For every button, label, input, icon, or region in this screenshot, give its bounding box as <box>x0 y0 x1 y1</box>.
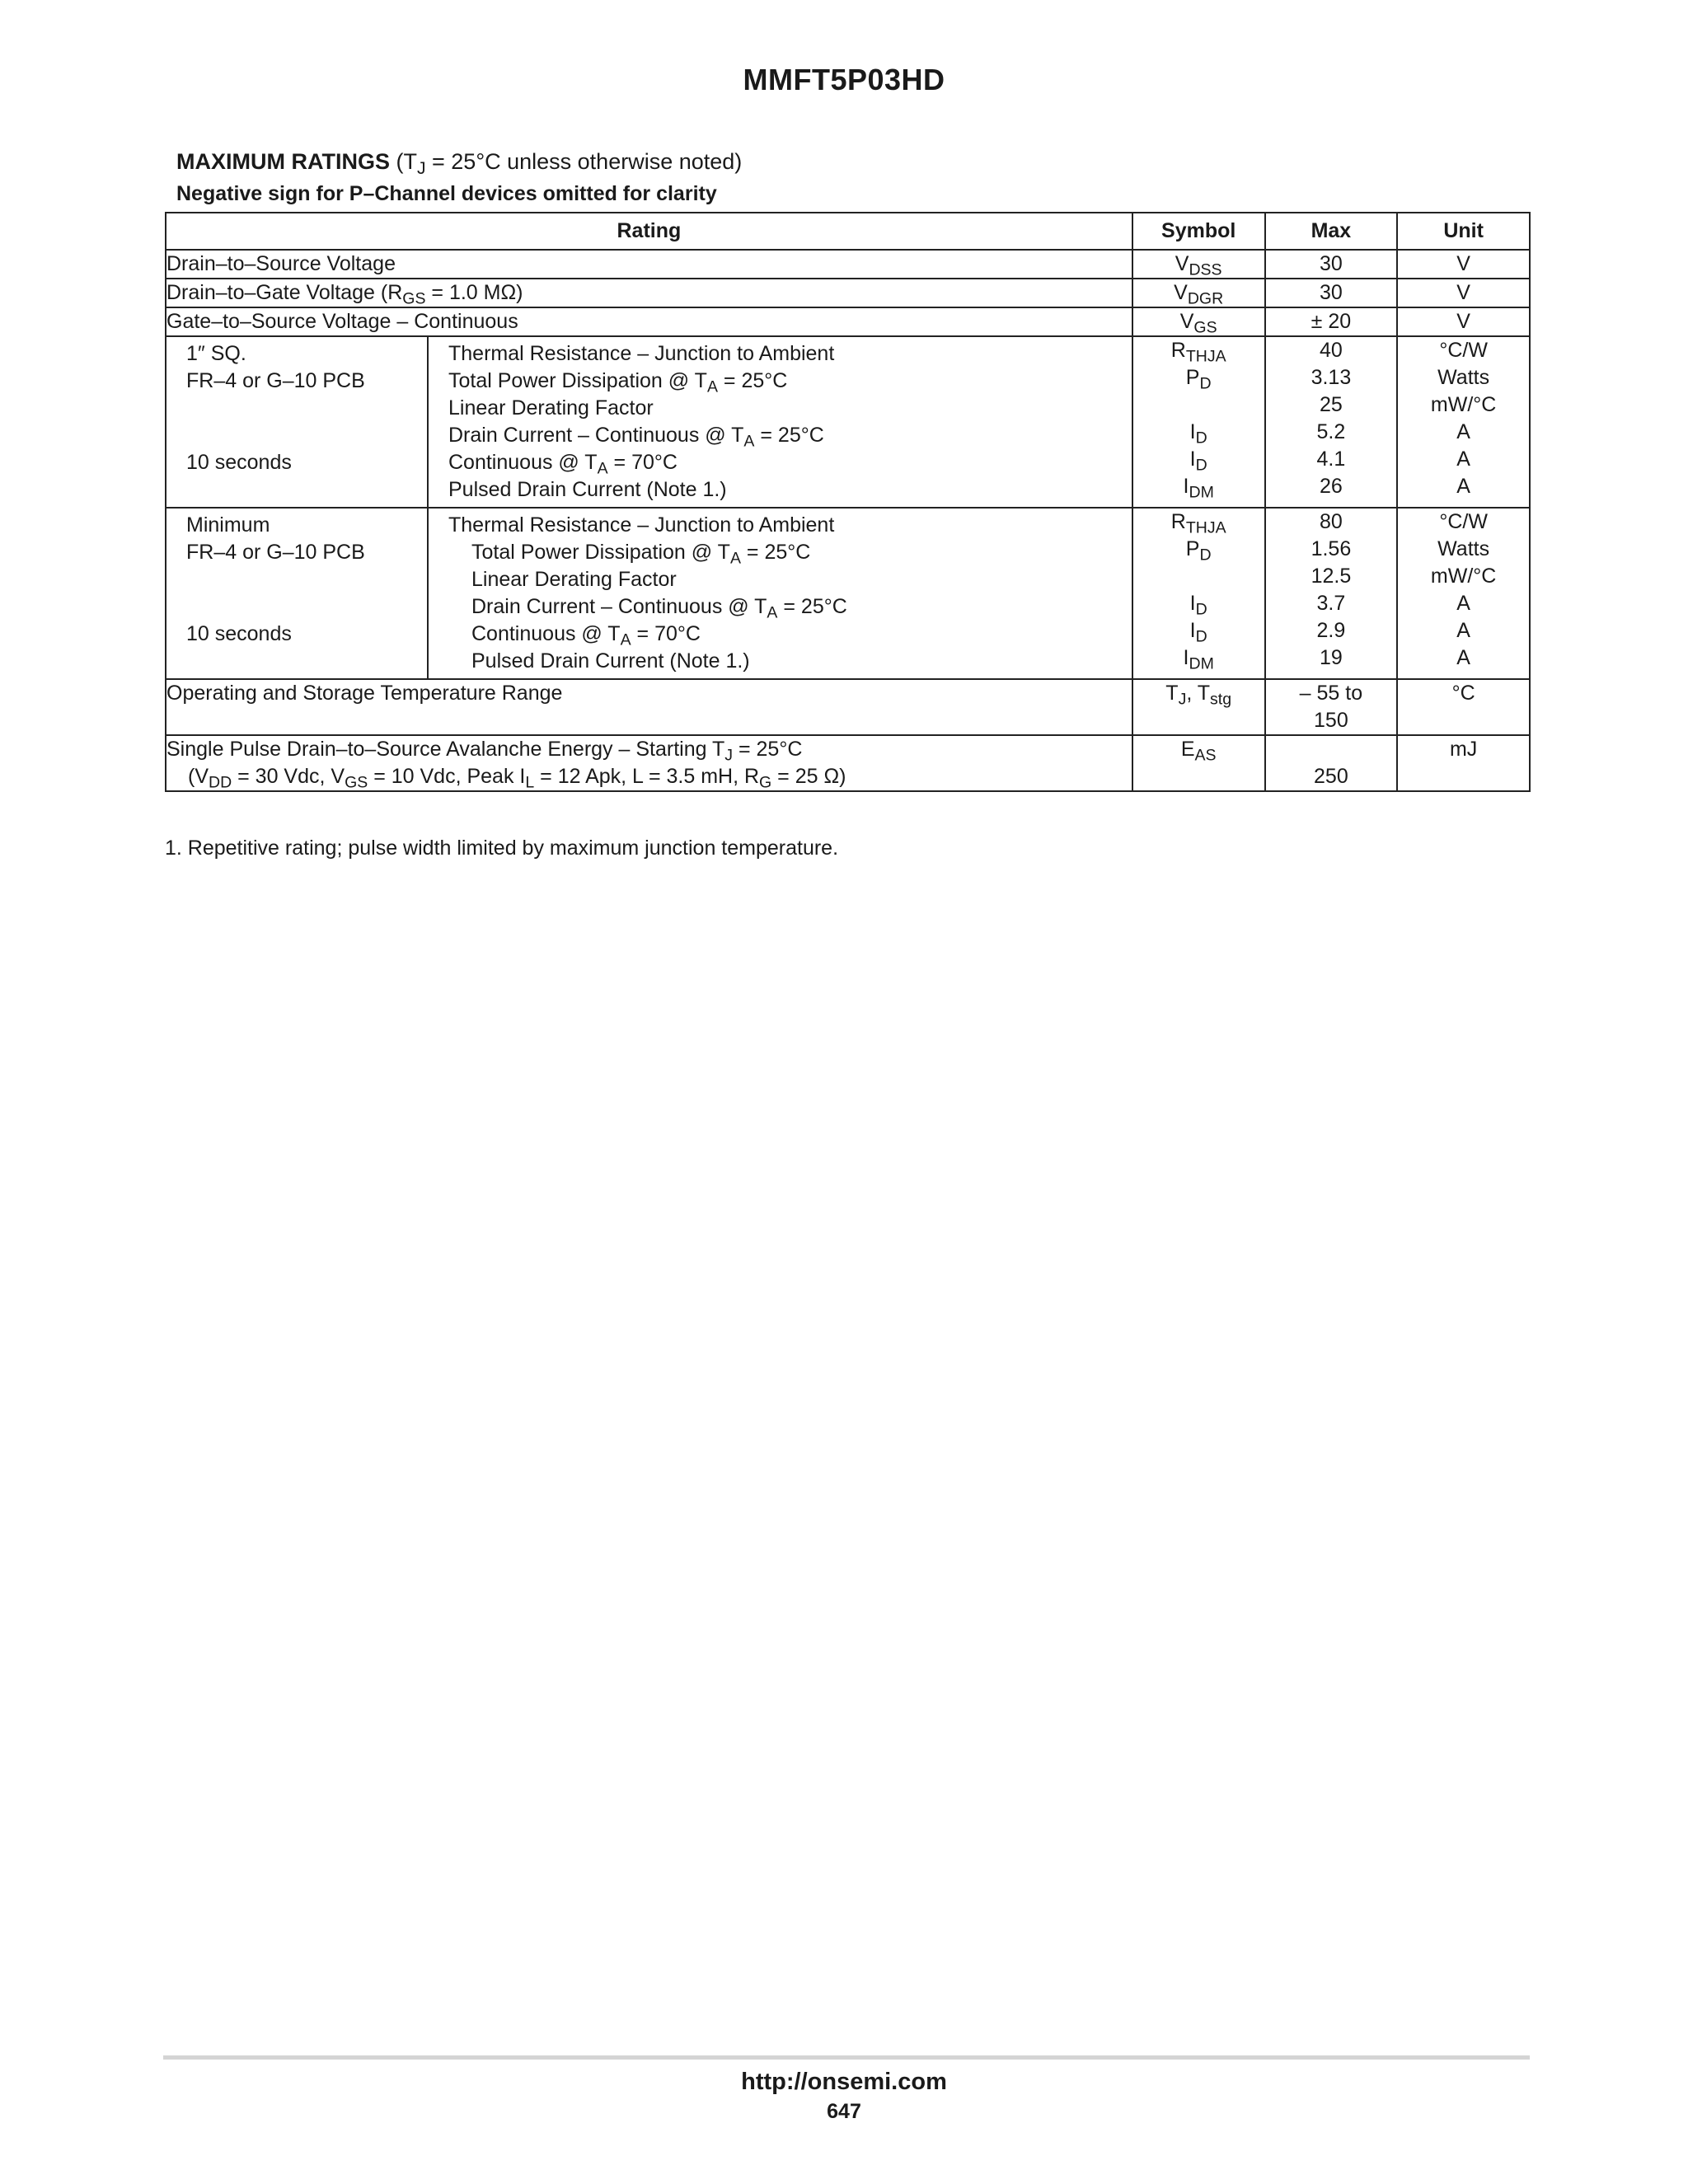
symbol-cell: $R_{THJA}$ $P_D$ $I_D$ $I_D$ $I_{DM}$ <box>1132 508 1265 679</box>
parameter-column: Thermal Resistance – Junction to Ambient Total Power Dissipation @ $T_A = 25^\circ C$ Linear Derating Factor Drain Current – Continuous @ $T_A = 25^\circ C$ Continuous @ $T_A = 70^\circ C$ Pulsed Drain Current (Note 1.) <box>448 342 835 501</box>
unit-cell: V <box>1397 250 1530 279</box>
max-cell: 30 <box>1265 250 1398 279</box>
ratings-heading-note: ($T_J = 25^\circ C$ unless otherwise noted) <box>396 149 743 178</box>
page-number: 647 <box>827 2100 861 2123</box>
max-cell: 40 3.13 25 5.2 4.1 26 <box>1265 336 1398 508</box>
max-cell: ± 20 <box>1265 307 1398 336</box>
condition-column: Minimum FR–4 or G–10 PCB 10 seconds <box>166 509 429 678</box>
footer-url-link[interactable]: http://onsemi.com <box>741 2069 947 2095</box>
table-row <box>166 679 1530 735</box>
symbol-cell: $V_{DSS}$ <box>1132 250 1265 279</box>
table-row <box>166 735 1530 791</box>
rating-cell: Operating and Storage Temperature Range <box>166 679 1132 735</box>
table-row <box>166 279 1530 307</box>
ratings-heading <box>176 149 743 178</box>
parameter-column: Thermal Resistance – Junction to Ambient Total Power Dissipation @ $T_A = 25^\circ C$ Linear Derating Factor Drain Current – Continuous @ $T_A = 25^\circ C$ Continuous @ $T_A = 70^\circ C$ Pulsed Drain Current (Note 1.) <box>448 513 847 673</box>
document-title: MMFT5P03HD <box>743 63 945 96</box>
symbol-cell: $R_{THJA}$ $P_D$ $I_D$ $I_D$ $I_{DM}$ <box>1132 336 1265 508</box>
max-cell: 30 <box>1265 279 1398 307</box>
rating-cell <box>166 508 1132 679</box>
footnote: 1. Repetitive rating; pulse width limited by maximum junction temperature. <box>165 837 839 860</box>
condition-column: 1″ SQ. FR–4 or G–10 PCB 10 seconds <box>166 337 429 507</box>
max-cell: – 55 to 150 <box>1265 679 1398 735</box>
rating-cell: Gate–to–Source Voltage – Continuous <box>166 307 1132 336</box>
unit-cell: mJ <box>1397 735 1530 791</box>
unit-cell: °C <box>1397 679 1530 735</box>
symbol-cell: $V_{DGR}$ <box>1132 279 1265 307</box>
max-cell: 80 1.56 12.5 3.7 2.9 19 <box>1265 508 1398 679</box>
header-symbol: Symbol <box>1132 213 1265 250</box>
table-row <box>166 307 1530 336</box>
ratings-subheading: Negative sign for P–Channel devices omitted for clarity <box>176 182 717 205</box>
unit-cell: V <box>1397 307 1530 336</box>
table-row <box>166 250 1530 279</box>
table-row-group-1sq <box>166 336 1530 508</box>
symbol-cell: $E_{AS}$ <box>1132 735 1265 791</box>
rating-cell: Drain–to–Gate Voltage ($R_{GS} = 1.0$ MΩ) <box>166 279 1132 307</box>
header-rating: Rating <box>166 213 1132 250</box>
header-unit: Unit <box>1397 213 1530 250</box>
unit-cell: V <box>1397 279 1530 307</box>
table-header-row <box>166 213 1530 250</box>
ratings-heading-label: MAXIMUM RATINGS <box>176 149 390 174</box>
header-max: Max <box>1265 213 1398 250</box>
unit-cell: °C/W Watts mW/°C A A A <box>1397 508 1530 679</box>
footer-divider <box>163 2055 1530 2060</box>
unit-cell: °C/W Watts mW/°C A A A <box>1397 336 1530 508</box>
rating-cell <box>166 336 1132 508</box>
rating-cell: Single Pulse Drain–to–Source Avalanche Energy – Starting $T_J = 25^\circ C$ ($V_{DD} = 30$ Vdc, $V_{GS} = 10$ Vdc, Peak $I_L = 12$ Apk, L = 3.5 mH, $R_G = 25$ Ω) <box>166 735 1132 791</box>
symbol-cell: $V_{GS}$ <box>1132 307 1265 336</box>
rating-cell: Drain–to–Source Voltage <box>166 250 1132 279</box>
maximum-ratings-table <box>165 212 1531 792</box>
table-row-group-minimum <box>166 508 1530 679</box>
symbol-cell: $T_J$, $T_{stg}$ <box>1132 679 1265 735</box>
max-cell: 250 <box>1265 735 1398 791</box>
